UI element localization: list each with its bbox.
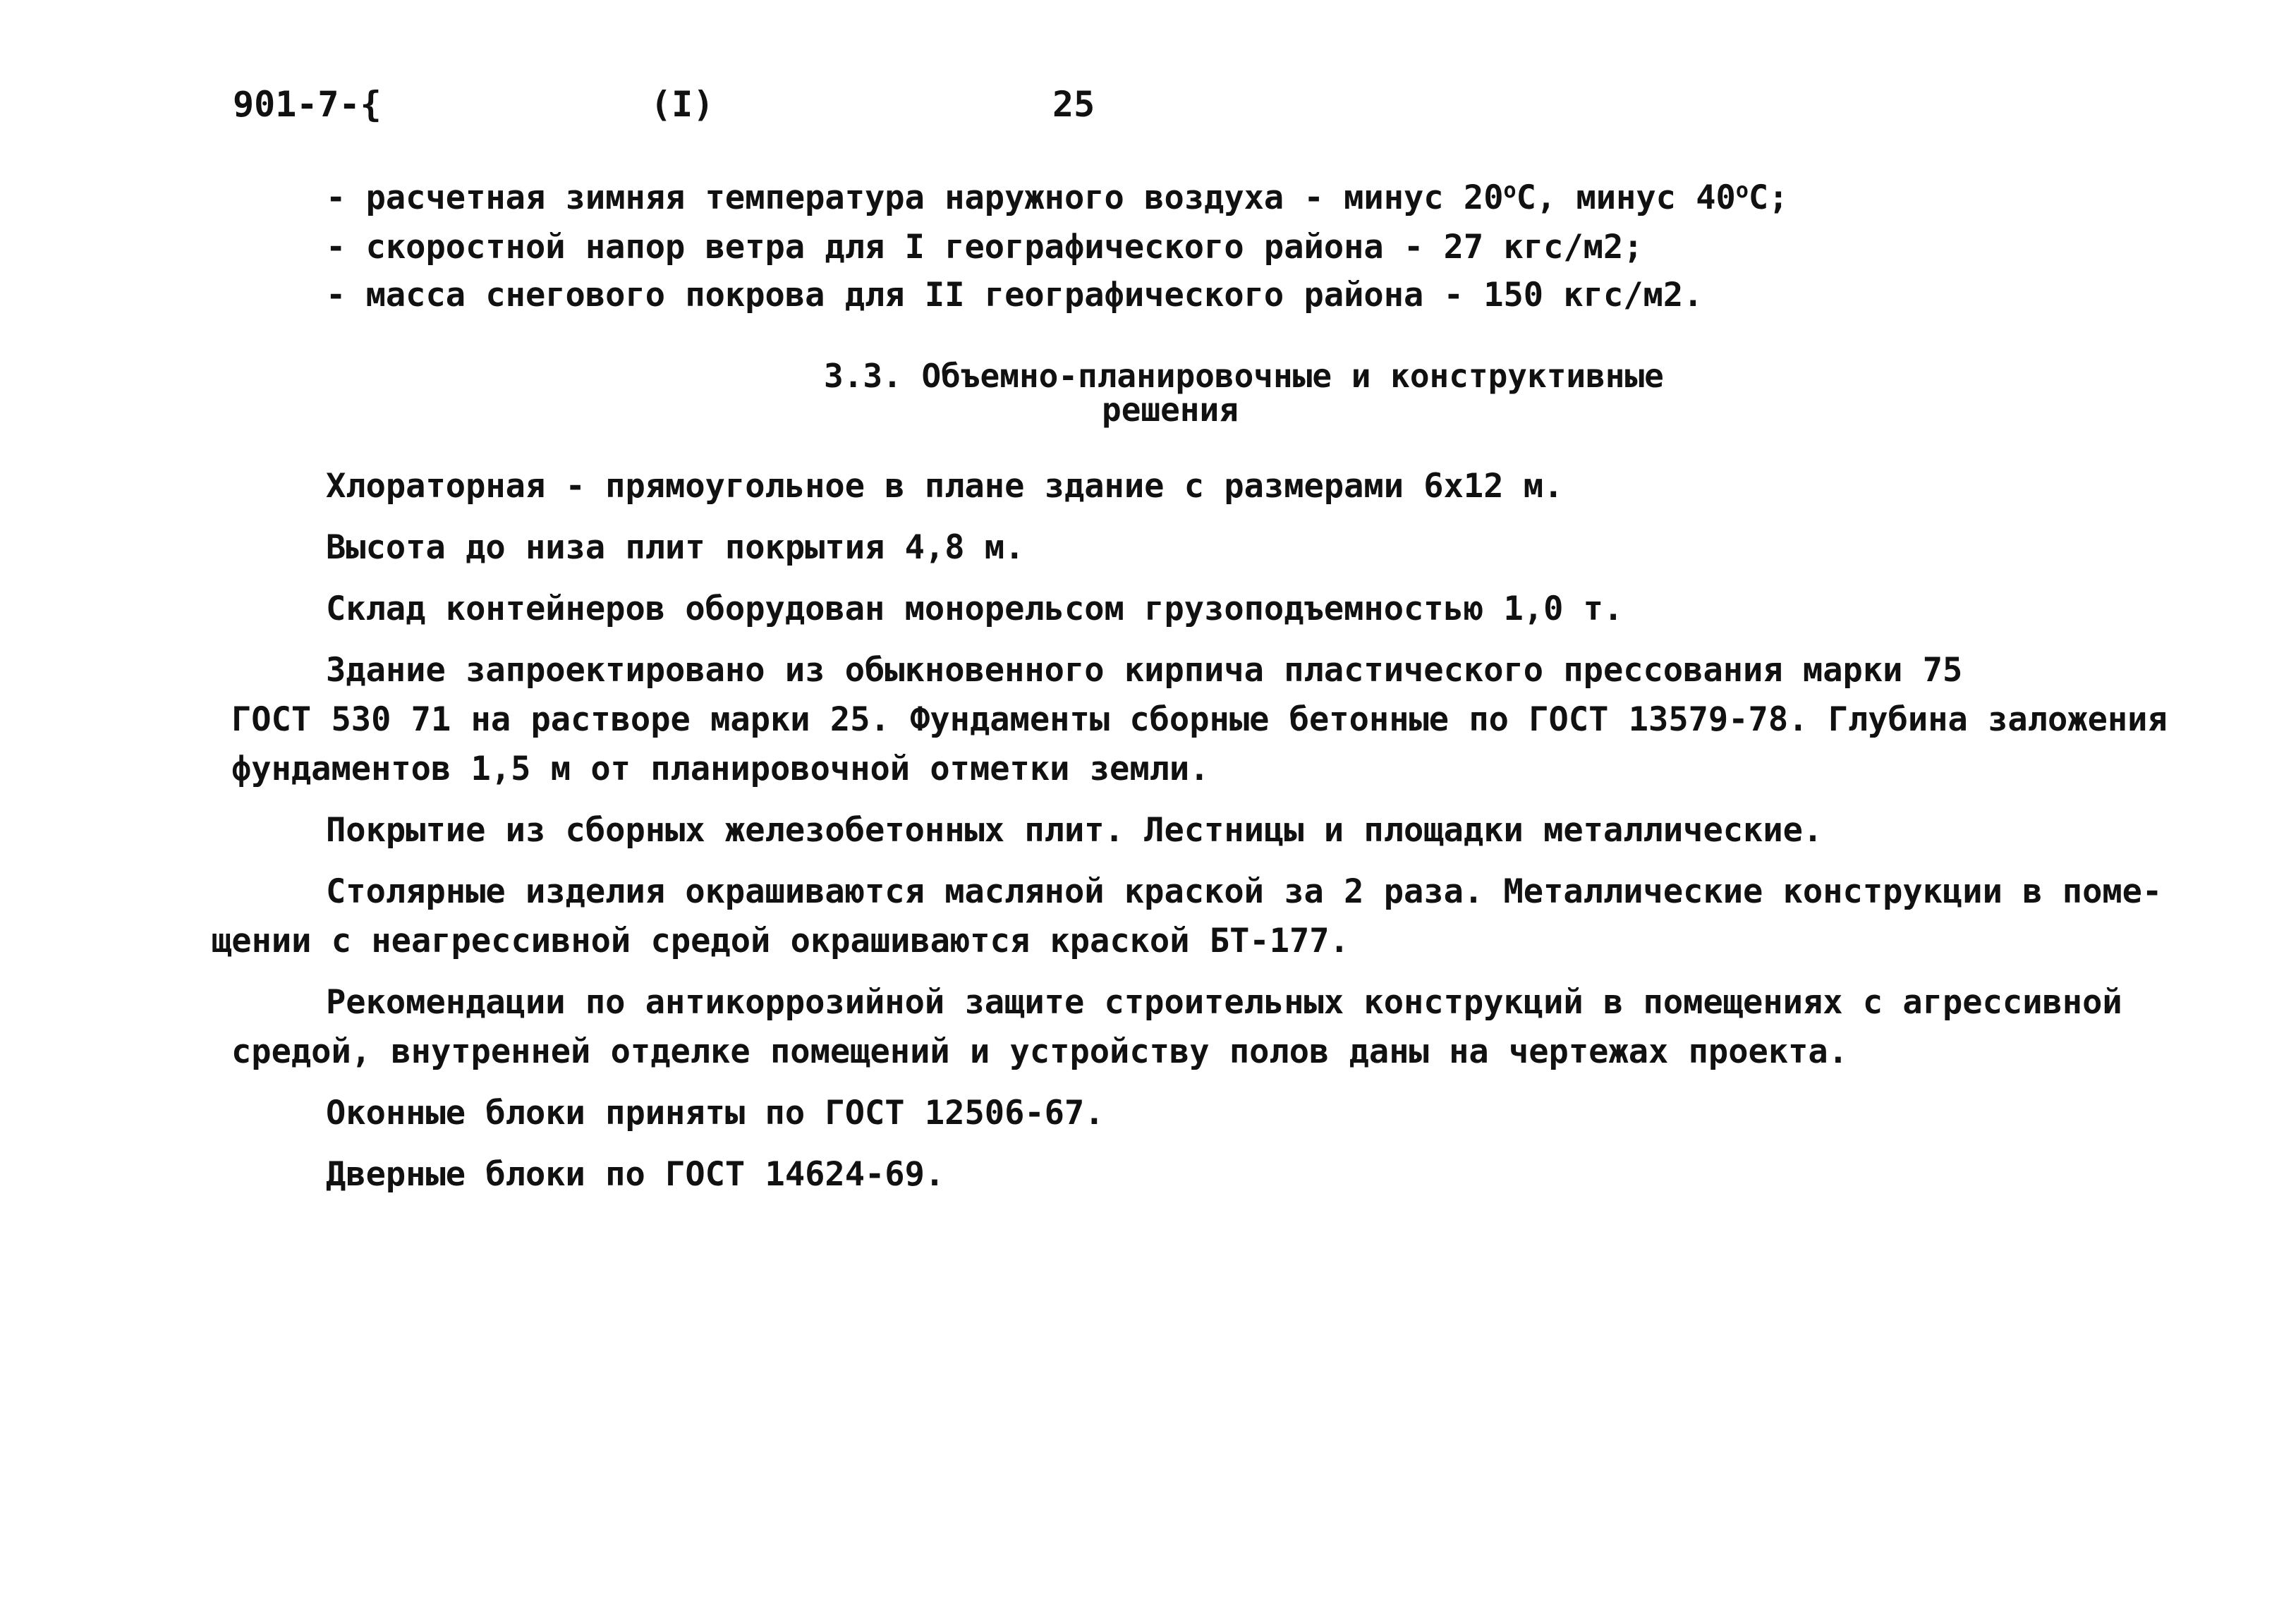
paragraph-walls-line1: Здание запроектировано из обыкновенного кирпича пластического прессования марки 75 (326, 651, 1963, 690)
paragraph-container-storage: Склад контейнеров оборудован монорельсом грузоподъемностью 1,0 т. (326, 590, 1624, 628)
paragraph-windows: Оконные блоки приняты по ГОСТ 12506-67. (326, 1094, 1105, 1132)
document-code-mark: { (360, 84, 382, 125)
section-heading-line1: 3.3. Объемно-планировочные и конструктивные (824, 357, 1664, 395)
page-number: 25 (1052, 84, 1095, 125)
climate-snow-load: - масса снегового покрова для II географического района - 150 кгс/м2. (326, 276, 1703, 315)
paragraph-walls-line3: фундаментов 1,5 м от планировочной отметки земли. (231, 750, 1210, 788)
paragraph-roofing: Покрытие из сборных железобетонных плит. Лестницы и площадки металлические. (326, 811, 1823, 850)
paragraph-painting-line2: щении с неагрессивной средой окрашиваются краской БТ-177. (212, 922, 1349, 960)
paragraph-recommendations-line2: средой, внутренней отделке помещений и устройству полов даны на чертежах проекта. (231, 1032, 1849, 1071)
paragraph-painting-line1: Столярные изделия окрашиваются масляной краской за 2 раза. Металлические конструкции в поме- (326, 872, 2163, 911)
volume-number: (I) (650, 84, 715, 125)
section-heading-line2: решения (1102, 391, 1239, 429)
paragraph-doors: Дверные блоки по ГОСТ 14624-69. (326, 1155, 945, 1194)
paragraph-walls-line2: ГОСТ 530 71 на растворе марки 25. Фундаменты сборные бетонные по ГОСТ 13579-78. Глубина заложения (231, 700, 2168, 739)
climate-wind-pressure: - скоростной напор ветра для I географического района - 27 кгс/м2; (326, 228, 1643, 267)
climate-winter-temperature: - расчетная зимняя температура наружного воздуха - минус $20^оС$, минус $40^оС$; (326, 178, 1789, 217)
paragraph-height: Высота до низа плит покрытия 4,8 м. (326, 528, 1025, 567)
paragraph-recommendations-line1: Рекомендации по антикоррозийной защите строительных конструкций в помещениях с агрессивной (326, 983, 2122, 1022)
document-code (233, 83, 382, 126)
document-code-number: 901-7- (233, 84, 360, 125)
paragraph-building-shape: Хлораторная - прямоугольное в плане здание с размерами 6х12 м. (326, 467, 1564, 506)
